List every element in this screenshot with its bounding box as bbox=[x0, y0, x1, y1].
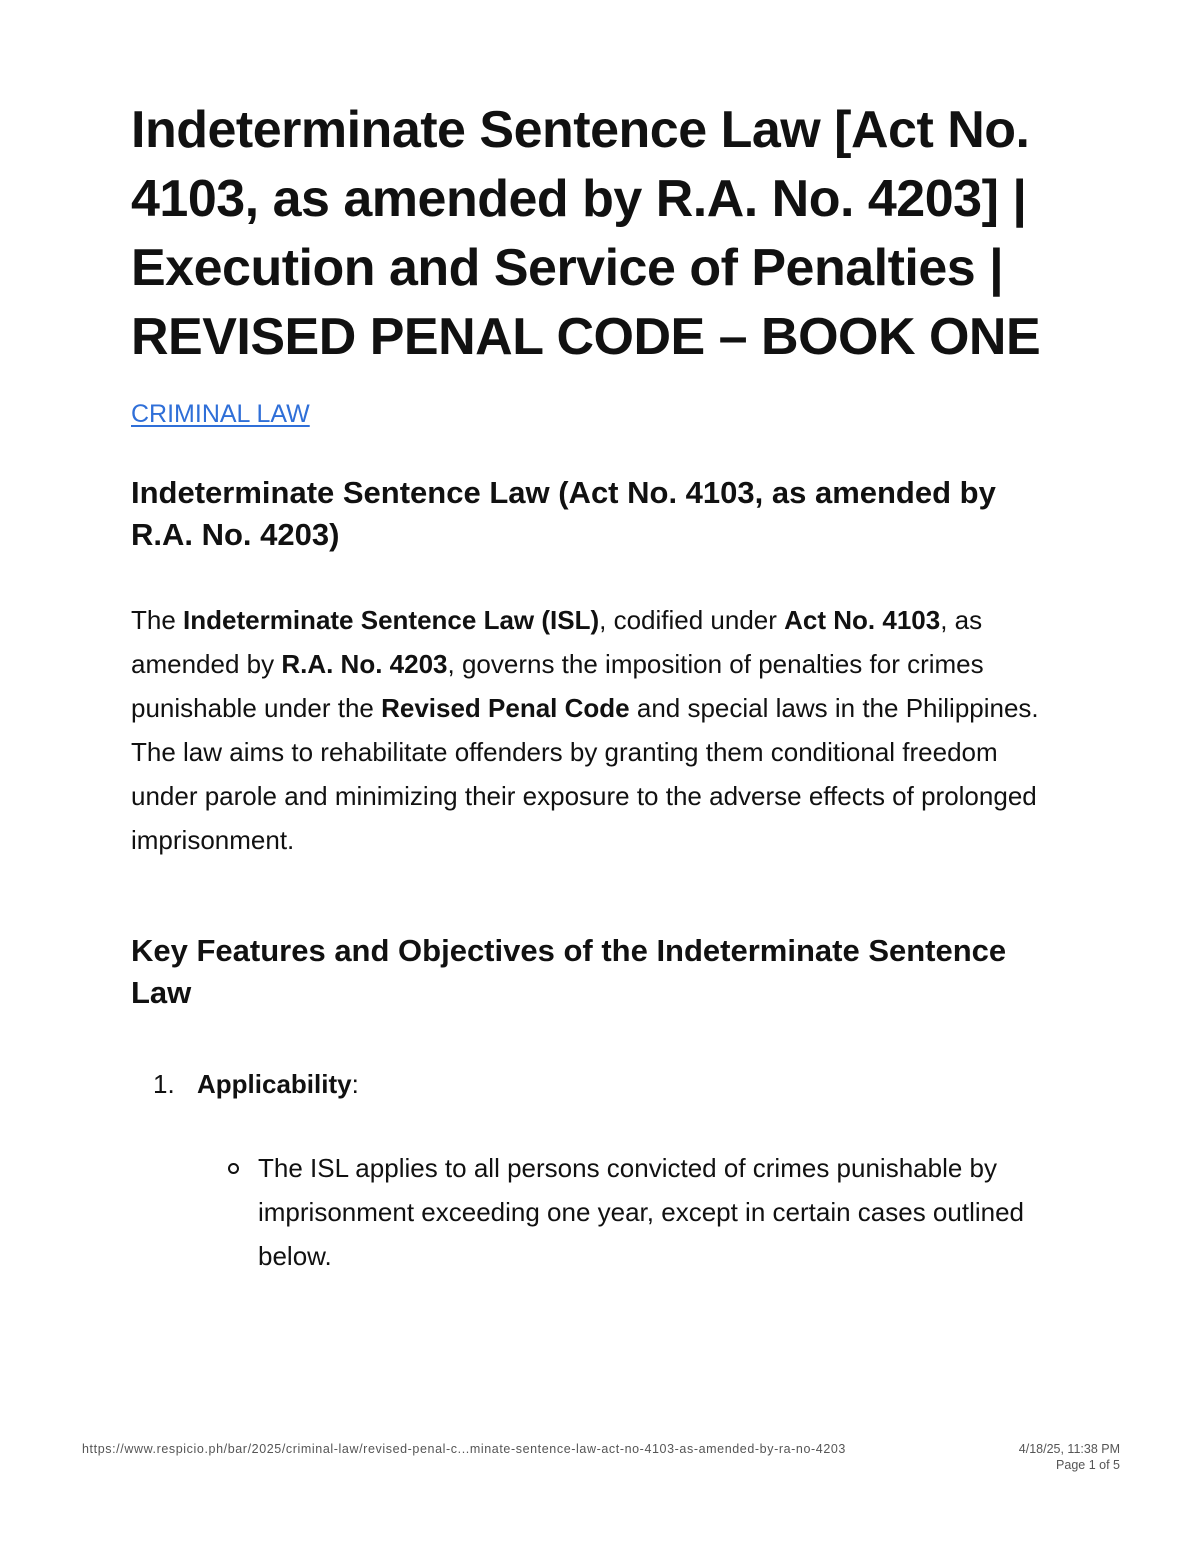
section-heading-key-features: Key Features and Objectives of the Indeterminate Sentence Law bbox=[131, 933, 1007, 1010]
category-link[interactable]: CRIMINAL LAW bbox=[131, 400, 310, 428]
bullet-list bbox=[131, 1146, 1061, 1278]
bold-term-rpc: Revised Penal Code bbox=[381, 693, 630, 723]
list-number: 1. bbox=[153, 1069, 175, 1099]
document-page bbox=[131, 96, 1061, 1278]
list-item bbox=[131, 1062, 1061, 1106]
numbered-list bbox=[131, 1062, 1061, 1106]
hollow-bullet-icon bbox=[228, 1163, 239, 1174]
footer-url: https://www.respicio.ph/bar/2025/criminal-law/revised-penal-c...minate-sentence-law-act-no-4103-as-amended-by-ra-no-4203 bbox=[82, 1442, 846, 1456]
list-item-title bbox=[197, 1062, 359, 1106]
list-item-label: Applicability bbox=[197, 1069, 352, 1099]
bullet-text: The ISL applies to all persons convicted of crimes punishable by imprisonment exceeding one year, except in certain cases outlined below. bbox=[258, 1153, 1024, 1271]
text-run: , governs the imposition of penalties for crimes punishable under the bbox=[131, 649, 984, 723]
text-run: , codified under bbox=[599, 605, 785, 635]
intro-paragraph bbox=[131, 598, 1061, 862]
footer-page-number: Page 1 of 5 bbox=[1056, 1458, 1120, 1472]
text-run: The bbox=[131, 605, 184, 635]
text-run: and special laws in the Philippines. The law aims to rehabilitate offenders by granting them conditional freedom under parole and minimizing their exposure to the adverse effects of prolonged imprisonment. bbox=[131, 693, 1039, 855]
section-heading-isl: Indeterminate Sentence Law (Act No. 4103, as amended by R.A. No. 4203) bbox=[131, 475, 996, 552]
footer-datetime: 4/18/25, 11:38 PM bbox=[1018, 1442, 1120, 1456]
bold-term-isl: Indeterminate Sentence Law (ISL) bbox=[183, 605, 600, 635]
page-title: Indeterminate Sentence Law [Act No. 4103, as amended by R.A. No. 4203] | Execution and Service of Penalties | REVISED PENAL CODE – BOOK ONE bbox=[131, 101, 1041, 366]
bold-term-ra: R.A. No. 4203 bbox=[281, 649, 448, 679]
list-item-suffix: : bbox=[351, 1069, 359, 1099]
bullet-item bbox=[131, 1146, 1061, 1278]
text-run: , as amended by bbox=[131, 605, 983, 679]
bold-term-act: Act No. 4103 bbox=[784, 605, 941, 635]
